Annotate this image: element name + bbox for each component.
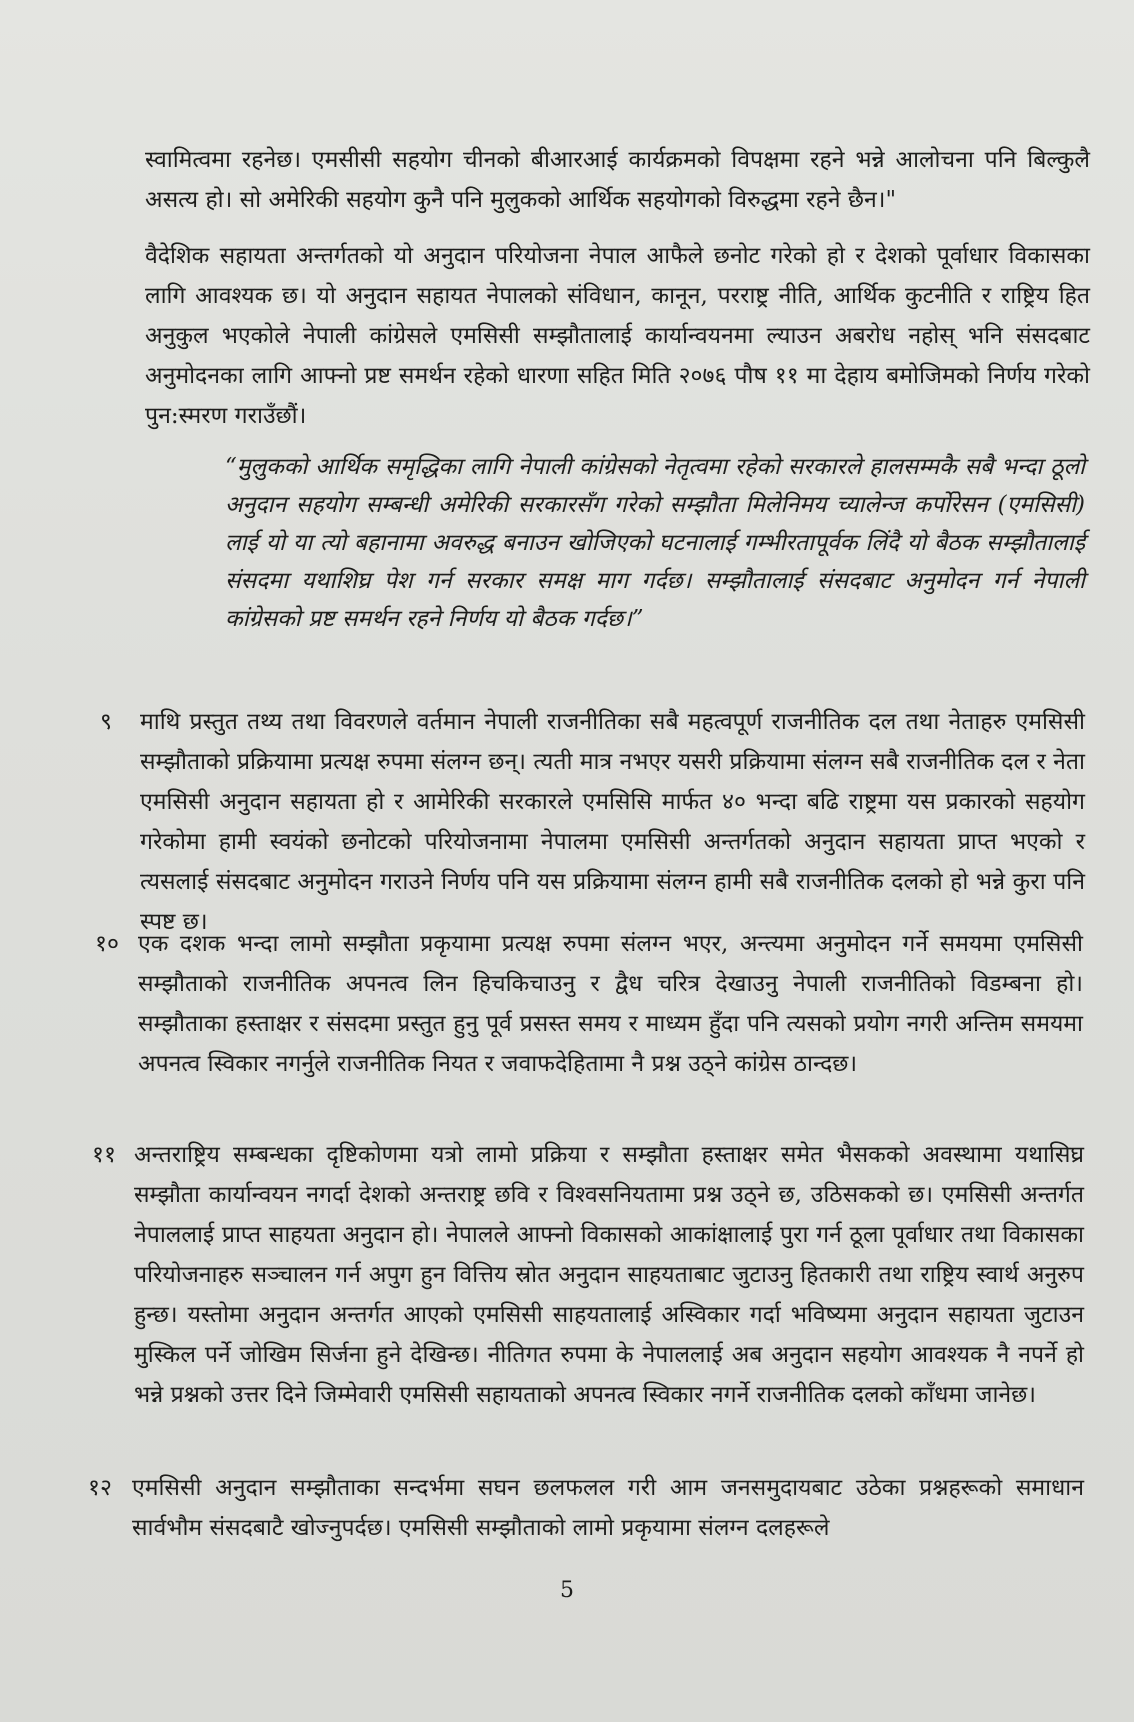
body-paragraph: वैदेशिक सहायता अन्तर्गतको यो अनुदान परियोजना नेपाल आफैले छनोट गरेको हो र देशको पूर्वाधार विकासका लागि आवश्यक छ। यो अनुदान सहायत नेपालको संविधान, कानून, परराष्ट्र नीति, आर्थिक कुटनीति र राष्ट्रिय हित अनुकुल भएकोले नेपाली कांग्रेसले एमसिसी सम्झौतालाई कार्यान्वयनमा ल्याउन अबरोध नहोस् भनि संसदबाट अनुमोदनका लागि आफ्नो प्रष्ट समर्थन रहेको धारणा सहित मिति २०७६ पौष ११ मा देहाय बमोजिमको निर्णय गरेको पुन:स्मरण गराउँछौं। <box>145 243 1090 429</box>
intro-paragraph: स्वामित्वमा रहनेछ। एमसीसी सहयोग चीनको बीआरआई कार्यक्रमको विपक्षमा रहने भन्ने आलोचना पनि बिल्कुलै असत्य हो। सो अमेरिकी सहयोग कुनै पनि मुलुकको आर्थिक सहयोगको विरुद्धमा रहने छैन।" <box>145 147 1090 213</box>
paragraph-number-10: १० <box>95 931 119 957</box>
quoted-resolution: “मुलुकको आर्थिक समृद्धिका लागि नेपाली कांग्रेसको नेतृत्वमा रहेको सरकारले हालसम्मकै सबै भन्दा ठूलो अनुदान सहयोग सम्बन्धी अमेरिकी सरकारसँग गरेको सम्झौता मिलेनिमय च्यालेन्ज कर्पोरेसन (एमसिसी) लाई यो या त्यो बहानामा अवरुद्ध बनाउन खोजिएको घटनालाई गम्भीरतापूर्वक लिंदै यो बैठक सम्झौतालाई संसदमा यथाशिघ्र पेश गर्न सरकार समक्ष माग गर्दछ। सम्झौतालाई संसदबाट अनुमोदन गर्न नेपाली कांग्रेसको प्रष्ट समर्थन रहने निर्णय यो बैठक गर्दछ।” <box>225 454 1085 632</box>
numbered-paragraph-12: एमसिसी अनुदान सम्झौताका सन्दर्भमा सघन छलफलल गरी आम जनसमुदायबाट उठेका प्रश्नहरूको समाधान सार्वभौम संसदबाटै खोज्नुपर्दछ। एमसिसी सम्झौताको लामो प्रकृयामा संलग्न दलहरूले <box>132 1475 1084 1541</box>
paragraph-number-11: ११ <box>92 1142 116 1168</box>
paragraph-number-12: १२ <box>88 1475 112 1501</box>
page-number: 5 <box>560 1578 574 1603</box>
numbered-paragraph-11: अन्तराष्ट्रिय सम्बन्धका दृष्टिकोणमा यत्रो लामो प्रक्रिया र सम्झौता हस्ताक्षर समेत भैसकको अवस्थामा यथासिघ्र सम्झौता कार्यान्वयन नगर्दा देशको अन्तराष्ट्र छवि र विश्वसनियतामा प्रश्न उठ्ने छ, उठिसकको छ। एमसिसी अन्तर्गत नेपाललाई प्राप्त साहयता अनुदान हो। नेपालले आफ्नो विकासको आकांक्षालाई पुरा गर्न ठूला पूर्वाधार तथा विकासका परियोजनाहरु सञ्चालन गर्न अपुग हुन वित्तिय स्रोत अनुदान साहयताबाट जुटाउनु हितकारी तथा राष्ट्रिय स्वार्थ अनुरुप हुन्छ। यस्तोमा अनुदान अन्तर्गत आएको एमसिसी साहयतालाई अस्विकार गर्दा भविष्यमा अनुदान सहायता जुटाउन मुस्किल पर्ने जोखिम सिर्जना हुने देखिन्छ। नीतिगत रुपमा के नेपाललाई अब अनुदान सहयोग आवश्यक नै नपर्ने हो भन्ने प्रश्नको उत्तर दिने जिम्मेवारी एमसिसी सहायताको अपनत्व स्विकार नगर्ने राजनीतिक दलको काँधमा जानेछ। <box>134 1142 1084 1408</box>
paragraph-number-9: ९ <box>100 709 112 735</box>
numbered-paragraph-9: माथि प्रस्तुत तथ्य तथा विवरणले वर्तमान नेपाली राजनीतिका सबै महत्वपूर्ण राजनीतिक दल तथा नेताहरु एमसिसी सम्झौताको प्रक्रियामा प्रत्यक्ष रुपमा संलग्न छन्। त्यती मात्र नभएर यसरी प्रक्रियामा संलग्न सबै राजनीतिक दल र नेता एमसिसी अनुदान सहायता हो र आमेरिकी सरकारले एमसिसि मार्फत ४० भन्दा बढि राष्ट्रमा यस प्रकारको सहयोग गरेकोमा हामी स्वयंको छनोटको परियोजनामा नेपालमा एमसिसी अन्तर्गतको अनुदान सहायता प्राप्त भएको र त्यसलाई संसदबाट अनुमोदन गराउने निर्णय पनि यस प्रक्रियामा संलग्न हामी सबै राजनीतिक दलको हो भन्ने कुरा पनि स्पष्ट छ। <box>140 709 1085 935</box>
numbered-paragraph-10: एक दशक भन्दा लामो सम्झौता प्रकृयामा प्रत्यक्ष रुपमा संलग्न भएर, अन्त्यमा अनुमोदन गर्ने समयमा एमसिसी सम्झौताको राजनीतिक अपनत्व लिन हिचकिचाउनु र द्वैध चरित्र देखाउनु नेपाली राजनीतिको विडम्बना हो। सम्झौताका हस्ताक्षर र संसदमा प्रस्तुत हुनु पूर्व प्रसस्त समय र माध्यम हुँदा पनि त्यसको प्रयोग नगरी अन्तिम समयमा अपनत्व स्विकार नगर्नुले राजनीतिक नियत र जवाफदेहितामा नै प्रश्न उठ्ने कांग्रेस ठान्दछ। <box>138 931 1083 1077</box>
